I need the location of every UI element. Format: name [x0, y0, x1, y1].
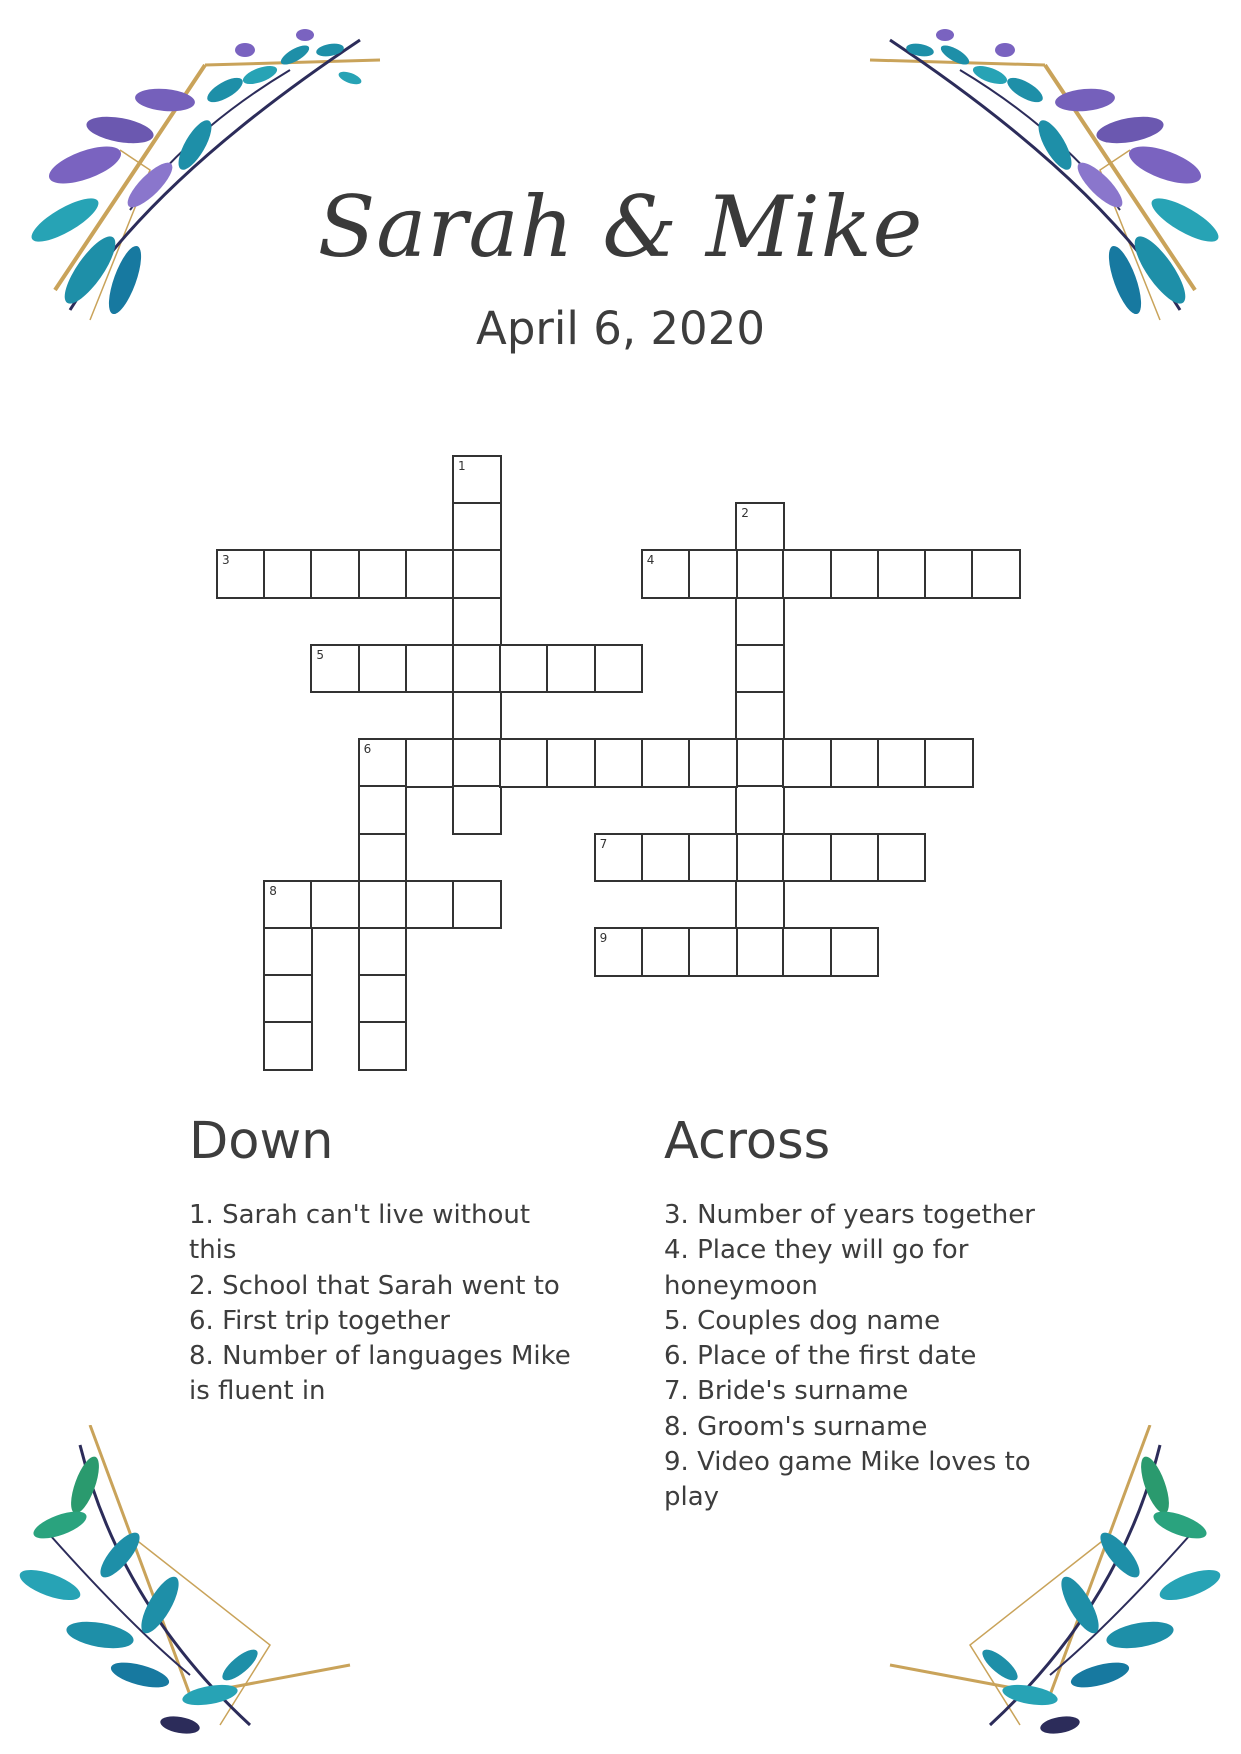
crossword-cell[interactable]: [830, 927, 880, 977]
clue-number: 5: [316, 647, 325, 662]
crossword-cell[interactable]: [782, 549, 832, 599]
crossword-cell[interactable]: [263, 927, 313, 977]
crossword-cell[interactable]: [358, 738, 408, 788]
crossword-cell[interactable]: [546, 738, 596, 788]
crossword-cell[interactable]: [594, 927, 644, 977]
crossword-cell[interactable]: [452, 785, 502, 835]
clue-number: 7: [599, 836, 608, 851]
crossword-cell[interactable]: [924, 738, 974, 788]
crossword-cell[interactable]: [641, 833, 691, 883]
across-clue-list: [664, 1198, 1059, 1516]
crossword-cell[interactable]: [358, 644, 408, 694]
crossword-cell[interactable]: [641, 549, 691, 599]
clue-number: 9: [599, 931, 608, 945]
down-clue: 6. First trip together: [189, 1305, 450, 1336]
crossword-cell[interactable]: [310, 549, 360, 599]
down-heading: Down: [189, 1112, 334, 1171]
across-clue: 6. Place of the first date: [664, 1341, 977, 1372]
crossword-cell[interactable]: [452, 597, 502, 647]
crossword-cell[interactable]: [688, 927, 738, 977]
wedding-date: April 6, 2020: [476, 302, 765, 355]
clue-number: 2: [741, 506, 749, 521]
crossword-cell[interactable]: [735, 691, 785, 741]
crossword-cell[interactable]: [452, 549, 502, 599]
clue-number: 1: [458, 459, 466, 473]
crossword-cell[interactable]: [452, 455, 502, 505]
crossword-cell[interactable]: [310, 644, 360, 694]
crossword-cell[interactable]: [877, 738, 927, 788]
crossword-cell[interactable]: [452, 880, 502, 930]
down-clue: 1. Sarah can't live without this: [189, 1200, 539, 1266]
crossword-cell[interactable]: [263, 549, 313, 599]
crossword-cell[interactable]: [688, 549, 738, 599]
across-clue: 8. Groom's surname: [664, 1411, 928, 1442]
crossword-cell[interactable]: [830, 549, 880, 599]
clue-number: 4: [646, 553, 655, 568]
down-clue: 8. Number of languages Mike is fluent in: [189, 1341, 580, 1407]
crossword-cell[interactable]: [358, 785, 408, 835]
crossword-cell[interactable]: [735, 644, 785, 694]
down-clue: 2. School that Sarah went to: [189, 1270, 560, 1301]
crossword-cell[interactable]: [971, 549, 1021, 599]
crossword-cell[interactable]: [830, 833, 880, 883]
bottom-left-foliage-decoration: [10, 1425, 370, 1745]
couple-names-title: Sarah & Mike: [317, 178, 924, 276]
crossword-cell[interactable]: [358, 1021, 408, 1071]
across-clue: 3. Number of years together: [664, 1200, 1035, 1230]
crossword-cell[interactable]: [877, 833, 927, 883]
crossword-cell[interactable]: [688, 738, 738, 788]
crossword-cell[interactable]: [688, 833, 738, 883]
across-heading: Across: [664, 1112, 831, 1171]
crossword-cell[interactable]: [546, 644, 596, 694]
crossword-cell[interactable]: [782, 738, 832, 788]
crossword-cell[interactable]: [499, 644, 549, 694]
crossword-cell[interactable]: [735, 833, 785, 883]
crossword-cell[interactable]: [405, 880, 455, 930]
crossword-cell[interactable]: [452, 644, 502, 694]
across-clue: 9. Video game Mike loves to play: [664, 1447, 1039, 1513]
crossword-cell[interactable]: [735, 738, 785, 788]
clue-number: 8: [269, 883, 277, 898]
crossword-cell[interactable]: [499, 738, 549, 788]
crossword-cell[interactable]: [452, 738, 502, 788]
crossword-cell[interactable]: [924, 549, 974, 599]
crossword-cell[interactable]: [735, 502, 785, 552]
crossword-cell[interactable]: [452, 502, 502, 552]
crossword-cell[interactable]: [641, 927, 691, 977]
crossword-cell[interactable]: [358, 927, 408, 977]
crossword-cell[interactable]: [358, 974, 408, 1024]
crossword-cell[interactable]: [405, 644, 455, 694]
down-clue-list: [189, 1198, 584, 1410]
crossword-cell[interactable]: [641, 738, 691, 788]
crossword-cell[interactable]: [358, 880, 408, 930]
crossword-cell[interactable]: [405, 549, 455, 599]
crossword-cell[interactable]: [735, 597, 785, 647]
crossword-cell[interactable]: [735, 880, 785, 930]
crossword-cell[interactable]: [263, 974, 313, 1024]
crossword-cell[interactable]: [358, 833, 408, 883]
crossword-cell[interactable]: [782, 927, 832, 977]
across-clue: 5. Couples dog name: [664, 1305, 941, 1336]
crossword-cell[interactable]: [263, 880, 313, 930]
crossword-cell[interactable]: [263, 1021, 313, 1071]
crossword-cell[interactable]: [782, 833, 832, 883]
across-clue: 4. Place they will go for honeymoon: [664, 1235, 977, 1301]
crossword-cell[interactable]: [877, 549, 927, 599]
crossword-cell[interactable]: [358, 549, 408, 599]
crossword-cell[interactable]: [830, 738, 880, 788]
crossword-cell[interactable]: [452, 691, 502, 741]
crossword-cell[interactable]: [735, 549, 785, 599]
crossword-cell[interactable]: [594, 644, 644, 694]
crossword-cell[interactable]: [594, 738, 644, 788]
crossword-cell[interactable]: [594, 833, 644, 883]
clue-number: 6: [363, 742, 372, 757]
clue-number: 3: [222, 553, 230, 568]
crossword-cell[interactable]: [310, 880, 360, 930]
crossword-cell[interactable]: [405, 738, 455, 788]
across-clue: 7. Bride's surname: [664, 1376, 909, 1407]
crossword-cell[interactable]: [735, 927, 785, 977]
crossword-cell[interactable]: [216, 549, 266, 599]
crossword-cell[interactable]: [735, 785, 785, 835]
